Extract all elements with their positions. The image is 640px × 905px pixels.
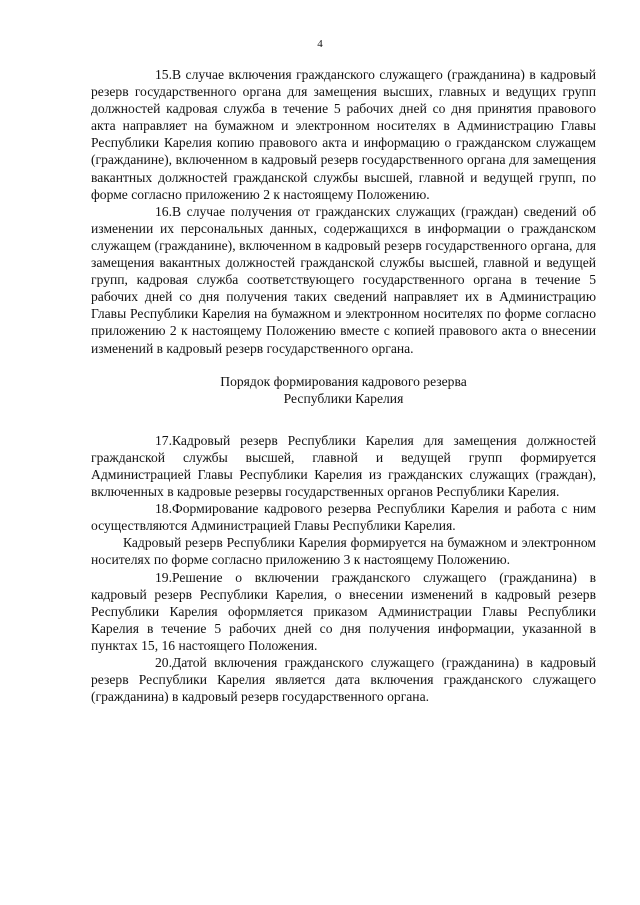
paragraph-number: 17.: [155, 432, 172, 448]
paragraph-number: 19.: [155, 569, 172, 585]
paragraph-text: В случае получения от гражданских служащих (граждан) сведений об изменении их персональных данных, содержащихся в информации о гражданском служащем (гражданине), включенном в кадровый резерв государственного органа, для замещения вакантных должностей гражданской службы высшей, главной и ведущей групп, кадровая служба соответствующего государственного органа в течение 5 рабочих дней со дня получения таких сведений направляет их в Администрацию Главы Республики Карелия на бумажном и электронном носителях по форме согласно приложению 2 к настоящему Положению вместе с копией правового акта о внесении изменений в кадровый резерв государственного органа.: [91, 203, 596, 356]
paragraph-19: [91, 569, 596, 654]
paragraph-18-continued: [91, 534, 596, 568]
paragraph-text: В случае включения гражданского служащего (гражданина) в кадровый резерв государственного органа для замещения высших, главных и ведущих групп должностей кадровая служба в течение 5 рабочих дней со дня принятия правового акта направляет на бумажном и электронном носителях в Администрацию Главы Республики Карелия копию правового акта и информацию о гражданском служащем (гражданине), включенном в кадровый резерв государственного органа для замещения вакантных должностей гражданской службы высшей, главной и ведущей групп, по форме согласно приложению 2 к настоящему Положению.: [91, 67, 596, 202]
paragraph-group-bottom: [91, 432, 596, 706]
paragraph-16: [91, 203, 596, 357]
document-body: [91, 66, 596, 705]
paragraph-text: Формирование кадрового резерва Республики Карелия и работа с ним осуществляются Администрацией Главы Республики Карелия.: [91, 501, 596, 534]
paragraph-text: Датой включения гражданского служащего (гражданина) в кадровый резерв Республики Карелия является дата включения гражданского служащего (гражданина) в кадровый резерв государственного органа.: [91, 655, 596, 705]
page-number: 4: [317, 38, 323, 50]
section-heading-line-1: Порядок формирования кадрового резерва: [220, 373, 467, 389]
paragraph-text: Кадровый резерв Республики Карелия формируется на бумажном и электронном носителях по форме согласно приложению 3 к настоящему Положению.: [91, 535, 596, 568]
section-heading-line-2: Республики Карелия: [283, 390, 404, 406]
paragraph-text: Решение о включении гражданского служащего (гражданина) в кадровый резерв Республики Карелия, о внесении изменений в кадровый резерв Республики Карелия оформляется приказом Администрации Главы Республики Карелия в течение 5 рабочих дней со дня получения информации, указанной в пунктах 15, 16 настоящего Положения.: [91, 569, 596, 653]
paragraph-17: [91, 432, 596, 500]
paragraph-15: [91, 66, 596, 203]
paragraph-number: 15.: [155, 67, 172, 82]
section-heading: [91, 373, 596, 407]
paragraph-group-top: [91, 66, 596, 357]
paragraph-text: Кадровый резерв Республики Карелия для замещения должностей гражданской службы высшей, главной и ведущей групп формируется Администрацией Главы Республики Карелия из гражданских служащих (граждан), включенных в кадровые резервы государственных органов Республики Карелия.: [91, 432, 596, 500]
paragraph-number: 18.: [155, 501, 172, 517]
paragraph-number: 20.: [155, 655, 172, 670]
paragraph-18: [91, 500, 596, 534]
paragraph-number: 16.: [155, 203, 172, 219]
paragraph-20: [91, 654, 596, 705]
